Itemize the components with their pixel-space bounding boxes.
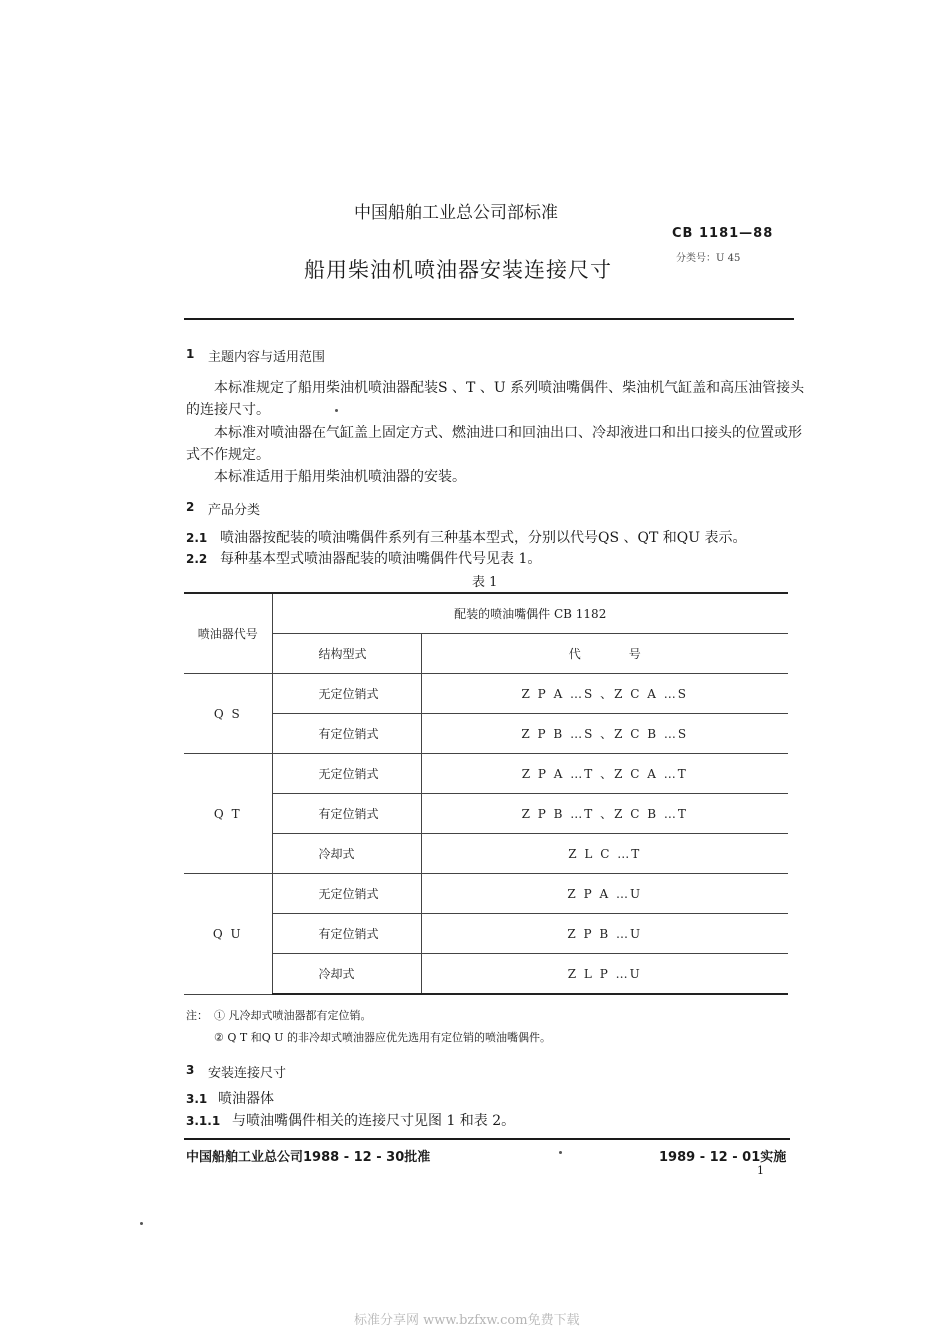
s1-para3: 本标准适用于船用柴油机喷油器的安装。 (214, 469, 466, 485)
injector-code-qt: Q T (184, 754, 272, 874)
clause-3-1-text: 喷油器体 (218, 1091, 274, 1107)
notes-label: 注： (186, 1009, 208, 1022)
table-caption: 表 1 (472, 575, 498, 590)
header-structure: 结构型式 (272, 634, 421, 674)
table-row (184, 914, 788, 954)
page-number: 1 (757, 1164, 764, 1177)
scan-speck (335, 409, 338, 412)
structure-cell: 无定位销式 (272, 674, 421, 714)
structure-cell: 冷却式 (272, 834, 421, 874)
header-injector-code: 喷油器代号 (184, 593, 272, 674)
table-row (184, 674, 788, 714)
section-2-heading: 产品分类 (208, 503, 261, 518)
table-header-row (184, 593, 788, 634)
s1-para2-line1: 本标准对喷油器在气缸盖上固定方式、燃油进口和回油出口、冷却液进口和出口接头的位置或形 (214, 425, 802, 441)
table-subheader-row (184, 634, 788, 674)
s1-para1-line2: 的连接尺寸。 (186, 402, 270, 418)
clause-2-2-text: 每种基本型式喷油器配装的喷油嘴偶件代号见表 1。 (220, 551, 542, 567)
approval-date: 中国船舶工业总公司1988 - 12 - 30批准 (186, 1150, 431, 1165)
footer-rule (184, 1138, 790, 1140)
scan-speck (559, 1151, 562, 1154)
coupling-code-cell: Z P B …T 、Z C B …T (421, 794, 788, 834)
scan-speck (140, 1222, 143, 1225)
header-code: 代 号 (421, 634, 788, 674)
clause-3-1-number: 3.1 (186, 1092, 208, 1106)
nozzle-coupling-table (184, 592, 788, 995)
section-3-number: 3 (186, 1063, 195, 1077)
clause-2-2-number: 2.2 (186, 552, 208, 566)
coupling-code-cell: Z P A …T 、Z C A …T (421, 754, 788, 794)
structure-cell: 有定位销式 (272, 914, 421, 954)
section-3-heading: 安装连接尺寸 (208, 1066, 287, 1081)
coupling-code-cell: Z P B …S 、Z C B …S (421, 714, 788, 754)
structure-cell: 无定位销式 (272, 754, 421, 794)
section-1-number: 1 (186, 347, 195, 361)
injector-code-qs: Q S (184, 674, 272, 754)
table-row (184, 834, 788, 874)
effective-date: 1989 - 12 - 01实施 (659, 1150, 787, 1165)
table-row (184, 794, 788, 834)
table-row (184, 954, 788, 995)
coupling-code-cell: Z L P …U (421, 954, 788, 995)
note-2: ② Q T 和Q U 的非冷却式喷油器应优先选用有定位销的喷油嘴偶件。 (214, 1031, 551, 1044)
coupling-code-cell: Z P A …U (421, 874, 788, 914)
clause-2-1-text: 喷油器按配装的喷油嘴偶件系列有三种基本型式，分别以代号QS 、QT 和QU 表示。 (220, 530, 747, 546)
structure-cell: 无定位销式 (272, 874, 421, 914)
s1-para1-line1: 本标准规定了船用柴油机喷油器配装S 、T 、U 系列喷油嘴偶件、柴油机气缸盖和高压油管接头 (214, 380, 805, 396)
clause-3-1-1-number: 3.1.1 (186, 1114, 221, 1128)
injector-code-qu: Q U (184, 874, 272, 995)
note-1: ① 凡冷却式喷油器都有定位销。 (214, 1009, 372, 1022)
clause-3-1-1-text: 与喷油嘴偶件相关的连接尺寸见图 1 和表 2。 (232, 1113, 516, 1129)
table-row (184, 714, 788, 754)
structure-cell: 冷却式 (272, 954, 421, 995)
s1-para2-line2: 式不作规定。 (186, 447, 270, 463)
table-row (184, 874, 788, 914)
table-row (184, 754, 788, 794)
structure-cell: 有定位销式 (272, 794, 421, 834)
document-title: 船用柴油机喷油器安装连接尺寸 (304, 258, 612, 282)
section-1-heading: 主题内容与适用范围 (208, 350, 326, 365)
structure-cell: 有定位销式 (272, 714, 421, 754)
coupling-code-cell: Z P B …U (421, 914, 788, 954)
standard-number: CB 1181—88 (672, 226, 774, 241)
watermark: 标准分享网 www.bzfxw.com免费下载 (354, 1313, 580, 1328)
org-standard-heading: 中国船舶工业总公司部标准 (354, 203, 558, 223)
clause-2-1-number: 2.1 (186, 531, 208, 545)
coupling-code-cell: Z P A …S 、Z C A …S (421, 674, 788, 714)
header-group: 配装的喷油嘴偶件 CB 1182 (272, 593, 788, 634)
header-rule (184, 318, 794, 320)
section-2-number: 2 (186, 500, 195, 514)
coupling-code-cell: Z L C …T (421, 834, 788, 874)
classification-number: 分类号：U 45 (676, 253, 741, 264)
